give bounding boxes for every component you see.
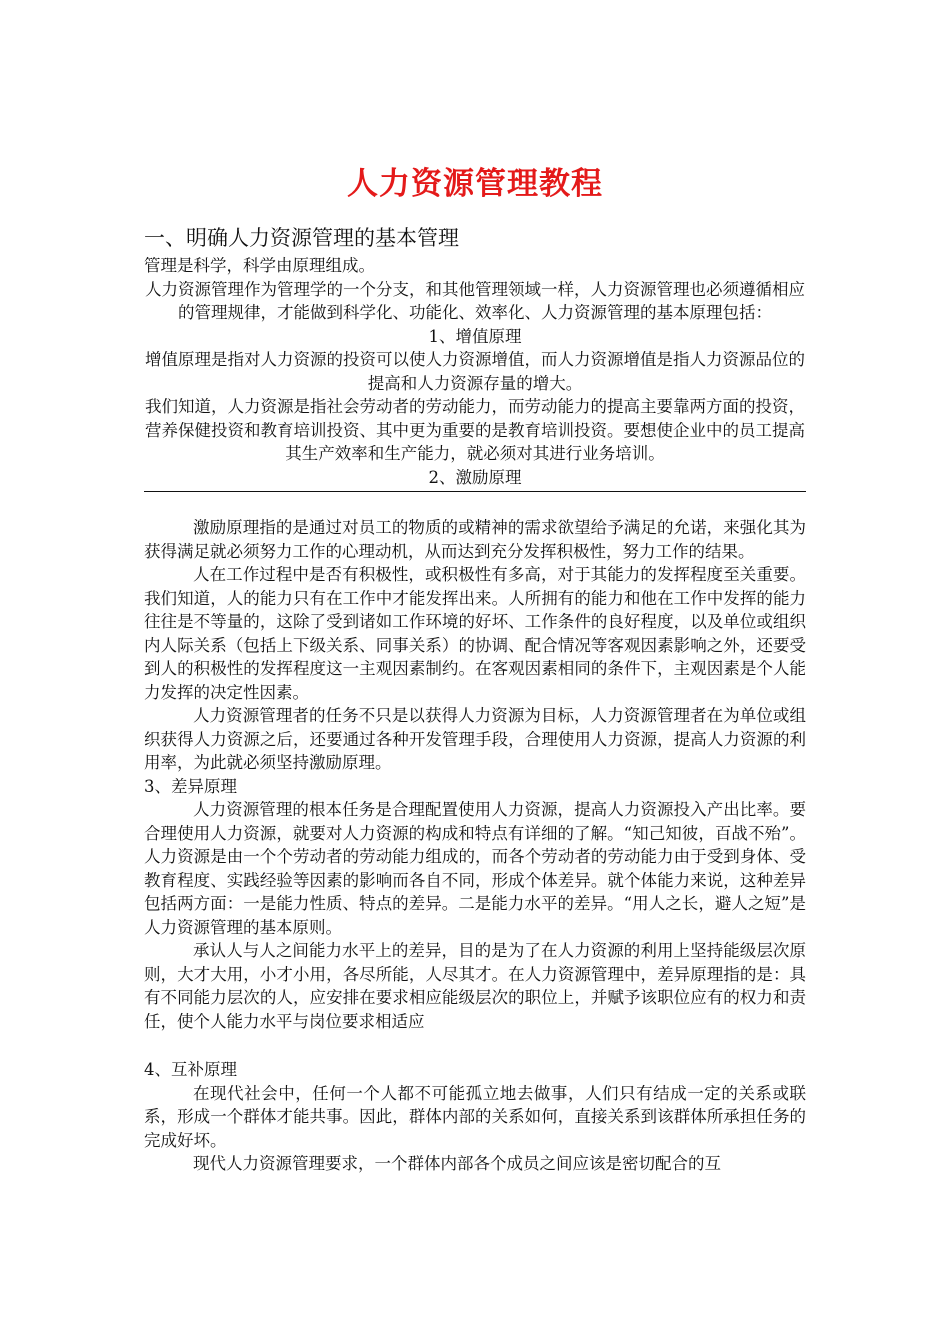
section-heading: 一、明确人力资源管理的基本管理 [144, 226, 459, 250]
intro-line: 管理是科学，科学由原理组成。 [144, 256, 375, 275]
item-title-1: 1、增值原理 [428, 326, 522, 346]
item-title-3: 3、差异原理 [144, 776, 237, 796]
incentive-paragraph-1: 激励原理指的是通过对员工的物质的或精神的需求欲望给予满足的允诺，来强化其为获得满足就必须努力工作的心理动机，从而达到充分发挥积极性，努力工作的结果。 [144, 518, 806, 561]
document-title: 人力资源管理教程 [347, 166, 603, 202]
complement-paragraph-2: 现代人力资源管理要求，一个群体内部各个成员之间应该是密切配合的互 [193, 1154, 721, 1173]
document-body [144, 224, 806, 1176]
difference-paragraph-1: 人力资源管理的根本任务是合理配置使用人力资源，提高人力资源投入产出比率。要合理使用人力资源，就要对人力资源的构成和特点有详细的了解。“知己知彼，百战不殆”。人力资源是由一个个劳动者的劳动能力组成的，而各个劳动者的劳动能力由于受到身体、受教育程度、实践经验等因素的影响而各自不同，形成个体差异。就个体能力来说，这种差异包括两方面：一是能力性质、特点的差异。二是能力水平的差异。“用人之长，避人之短”是人力资源管理的基本原则。 [144, 800, 806, 937]
spacer [144, 492, 806, 516]
item-title-2: 2、激励原理 [428, 467, 522, 487]
incentive-paragraph-2: 人在工作过程中是否有积极性，或积极性有多高，对于其能力的发挥程度至关重要。我们知道，人的能力只有在工作中才能发挥出来。人所拥有的能力和他在工作中发挥的能力往往是不等量的，这除了受到诸如工作环境的好坏、工作条件的良好程度，以及单位或组织内人际关系（包括上下级关系、同事关系）的协调、配合情况等客观因素影响之外，还要受到人的积极性的发挥程度这一主观因素制约。在客观因素相同的条件下，主观因素是个人能力发挥的决定性因素。 [144, 565, 806, 702]
spacer [144, 1033, 806, 1058]
centered-paragraph: 人力资源管理作为管理学的一个分支，和其他管理领域一样，人力资源管理也必须遵循相应的管理规律，才能做到科学化、功能化、效率化、人力资源管理的基本原理包括： [145, 279, 805, 322]
item1-paragraph-1: 增值原理是指对人力资源的投资可以使人力资源增值，而人力资源增值是指人力资源品位的提高和人力资源存量的增大。 [145, 350, 805, 393]
difference-paragraph-2: 承认人与人之间能力水平上的差异，目的是为了在人力资源的利用上坚持能级层次原则，大才大用，小才小用，各尽所能，人尽其才。在人力资源管理中，差异原理指的是：具有不同能力层次的人，应安排在要求相应能级层次的职位上，并赋予该职位应有的权力和责任，使个人能力水平与岗位要求相适应 [144, 941, 806, 1031]
complement-paragraph-1: 在现代社会中，任何一个人都不可能孤立地去做事，人们只有结成一定的关系或联系，形成一个群体才能共事。因此，群体内部的关系如何，直接关系到该群体所承担任务的完成好坏。 [144, 1083, 806, 1150]
item-title-4: 4、互补原理 [144, 1060, 237, 1079]
incentive-paragraph-3: 人力资源管理者的任务不只是以获得人力资源为目标，人力资源管理者在为单位或组织获得人力资源之后，还要通过各种开发管理手段，合理使用人力资源，提高人力资源的利用率，为此就必须坚持激励原理。 [144, 706, 806, 772]
item1-paragraph-2: 我们知道，人力资源是指社会劳动者的劳动能力，而劳动能力的提高主要靠两方面的投资，营养保健投资和教育培训投资、其中更为重要的是教育培训投资。要想使企业中的员工提高其生产效率和生产能力，就必须对其进行业务培训。 [145, 397, 805, 463]
